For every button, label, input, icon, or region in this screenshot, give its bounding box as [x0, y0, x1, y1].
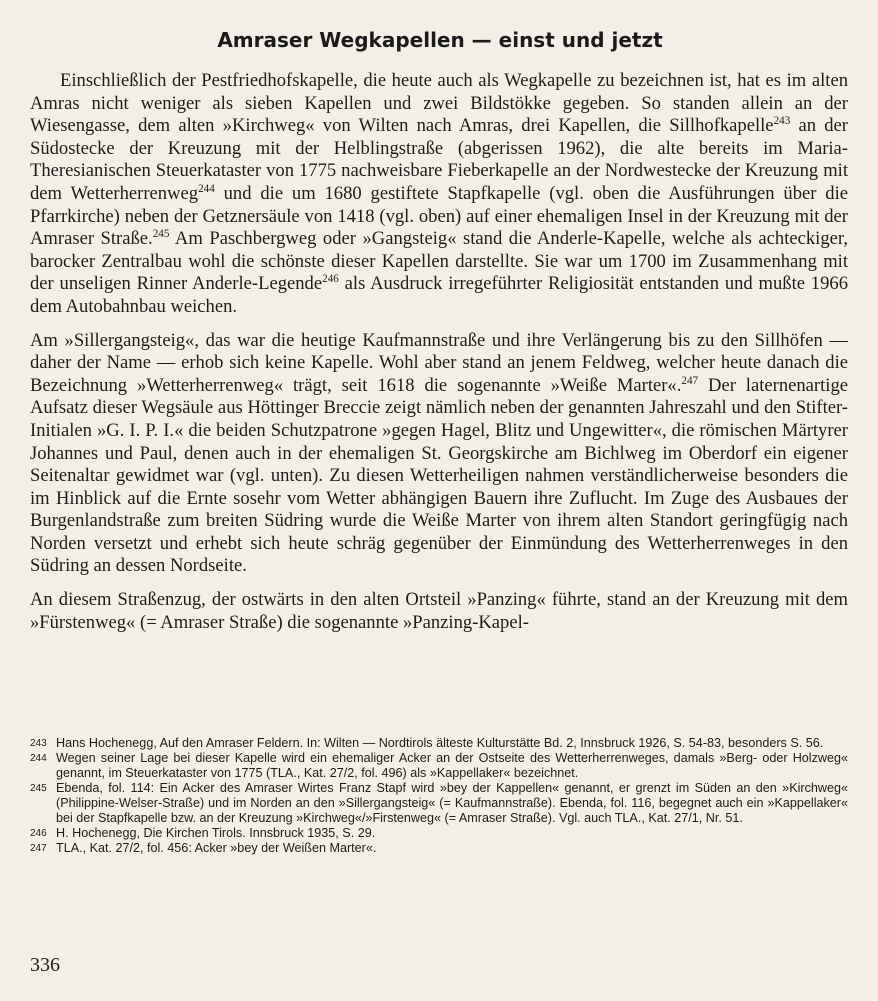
paragraph-1: [30, 70, 848, 319]
footnote-ref: 243: [773, 115, 791, 127]
footnote-ref: 244: [198, 182, 215, 195]
footnote-247: [30, 841, 848, 856]
footnote-245: [30, 781, 848, 826]
footnote-246: [30, 826, 848, 841]
page-title: Amraser Wegkapellen — einst und jetzt: [217, 28, 663, 52]
text-run: und die um 1680 gestiftete Stapfkapelle (vgl. oben die Ausführungen über die Pfarrkirche) neben der Getznersäule von 1418 (vgl. oben) auf einer ehemaligen Insel in der Kreuzung mit der Amraser Straße.: [30, 182, 848, 250]
text-run: an der Südostecke der Kreuzung mit der Helblingstraße (abgerissen 1962), die alte bereits im Maria-Theresianischen Steuerkataster von 1775 nachweisbare Fieberkapelle an der Nordwestecke der Kreuzung mit dem Wetterherrenweg: [30, 115, 849, 204]
footnote-ref: 246: [322, 273, 339, 286]
footnotes: [30, 736, 848, 856]
text-run: Einschließlich der Pestfriedhofskapelle, die heute auch als Wegkapelle zu bezeichnen ist, hat es im alten Amras nicht weniger als sieben Kapellen und zwei Bildstökke gegeben. So standen allein an der Wiesengasse, dem alten »Kirchweg« von Wilten nach Amras, drei Kapellen, die Sillhofkapelle: [30, 70, 848, 137]
text-run: Der laternenartige Aufsatz dieser Wegsäule aus Höttinger Breccie zeigt nämlich neben der genannten Jahreszahl und den Stifter-Initialen »G. I. P. I.« die beiden Schutzpatrone »gegen Hagel, Blitz und Ungewitter«, die römischen Märtyrer Johannes und Paul, denen auch in der ehemaligen St. Georgskirche am Bichlweg im Oberdorf ein eigener Seitenaltar gewidmet war (vgl. unten). Zu diesen Wetterheiligen nahmen verständlicherweise besonders die im Hinblick auf die Ernte sosehr vom Wetter abhängigen Bauern ihre Zuflucht. Im Zuge des Ausbaues der Burgenlandstraße zum breiten Südring wurde die Weiße Marter von ihrem alten Standort geringfügig nach Norden versetzt und erhebt sich heute schräg gegenüber der Einmündung des Wetterherrenweges in den Südring an dessen Nordseite.: [30, 374, 849, 577]
footnote-number: 243: [30, 738, 47, 749]
text-run: An diesem Straßenzug, der ostwärts in den alten Ortsteil »Panzing« führte, stand an der Kreuzung mit dem »Fürstenweg« (= Amraser Straße) die sogenannte »Panzing-Kapel-: [30, 589, 848, 633]
book-page: [30, 0, 850, 1001]
footnote-number: 246: [30, 828, 47, 839]
footnote-text: H. Hochenegg, Die Kirchen Tirols. Innsbruck 1935, S. 29.: [56, 826, 376, 840]
footnote-text: Hans Hochenegg, Auf den Amraser Feldern. In: Wilten — Nordtirols älteste Kulturstätte Bd. 2, Innsbruck 1926, S. 54-83, besonders S. 56.: [56, 736, 824, 750]
footnote-ref: 245: [152, 227, 170, 240]
footnote-number: 244: [30, 753, 47, 764]
text-run: als Ausdruck irregeführter Religiosität entstanden und mußte 1966 dem Autobahnbau weichen.: [30, 273, 848, 317]
page-number: 336: [30, 954, 60, 976]
footnote-number: 247: [30, 843, 47, 854]
footnote-text: Ebenda, fol. 114: Ein Acker des Amraser Wirtes Franz Stapf wird »bey der Kappellen« genannt, er grenzt im Süden an den »Kirchweg« (Philippine-Welser-Straße) und im Norden an den »Sillergangsteig« (= Kaufmannstraße). Ebenda, fol. 116, begegnet auch ein »Kappellaker« bei der Stapfkapelle bzw. an der Kreuzung »Kirchweg«/»Firstenweg« (= Amraser Straße). Vgl. auch TLA., Kat. 27/1, Nr. 51.: [56, 781, 848, 825]
footnote-ref: 247: [681, 374, 699, 387]
paragraph-2: [30, 330, 848, 579]
body-text: [30, 70, 848, 645]
footnote-number: 245: [30, 783, 47, 794]
footnote-244: [30, 751, 848, 781]
text-run: Am »Sillergangsteig«, das war die heutige Kaufmannstraße und ihre Verlängerung bis zu den Sillhöfen — daher der Name — erhob sich keine Kapelle. Wohl aber stand an jenem Feldweg, welcher heute danach die Bezeichnung »Wetterherrenweg« trägt, seit 1618 die sogenannte »Weiße Marter«.: [30, 329, 848, 396]
text-run: Am Paschbergweg oder »Gangsteig« stand die Anderle-Kapelle, welche als achteckiger, barocker Zentralbau wohl die schönste dieser Kapellen darstellte. Sie war um 1700 im Zusammenhang mit der unseligen Rinner Anderle-Legende: [30, 228, 848, 295]
footnote-text: TLA., Kat. 27/2, fol. 456: Acker »bey der Weißen Marter«.: [56, 841, 377, 855]
footnote-text: Wegen seiner Lage bei dieser Kapelle wird ein ehemaliger Acker an der Ostseite des Wetterherrenweges, damals »Berg- oder Holzweg« genannt, im Steuerkataster von 1775 (TLA., Kat. 27/2, fol. 496) als »Kappellaker« bezeichnet.: [56, 751, 848, 780]
footnote-243: [30, 736, 848, 751]
paragraph-3: [30, 589, 848, 634]
